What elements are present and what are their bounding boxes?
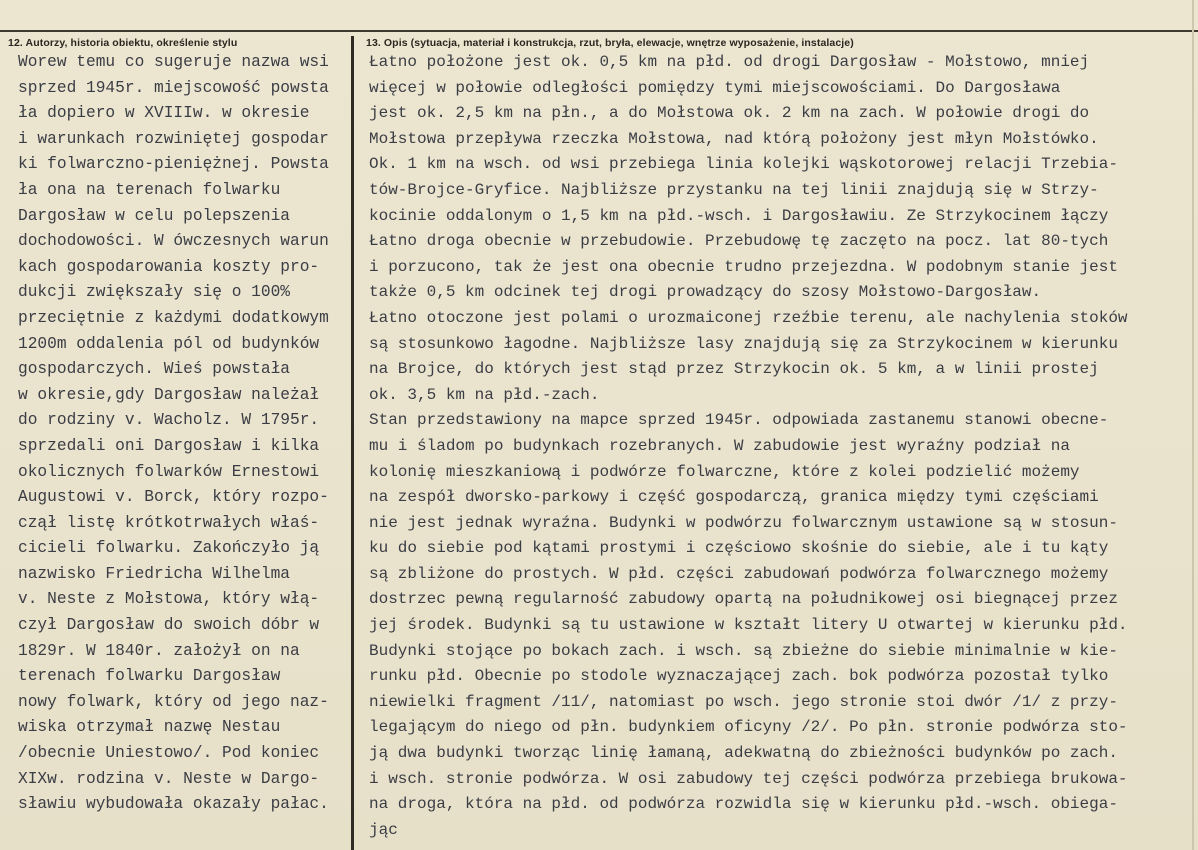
history-text-line: sprzedali oni Dargosław i kilka <box>18 436 320 455</box>
history-text-line: do rodziny v. Wacholz. W 1795r. <box>18 411 320 430</box>
description-text-line: kolonię mieszkaniową i podwórze folwarczne, które z kolei podzielić możemy <box>369 462 1080 481</box>
card-edge <box>1192 0 1194 850</box>
description-text-column <box>369 50 1191 843</box>
history-text-line: ki folwarczno-pieniężnej. Powsta <box>18 155 329 174</box>
history-text-line: Augustowi v. Borck, który rozpo- <box>18 488 329 507</box>
description-text-line: i wsch. stronie podwórza. W osi zabudowy tej części podwórza przebiega brukowa- <box>369 769 1128 788</box>
description-text-line: nie jest jednak wyraźna. Budynki w podwórzu folwarcznym ustawione są w stosun- <box>369 513 1118 532</box>
description-text-line: także 0,5 km odcinek tej drogi prowadzący do szosy Mołstowo-Dargosław. <box>369 283 1042 302</box>
description-text-line: są stosunkowo łagodne. Najbliższe lasy znajdują się za Strzykocinem w kierunku <box>369 334 1118 353</box>
description-text-line: na droga, która na płd. od podwórza rozwidla się w kierunku płd.-wsch. obiega- <box>369 795 1118 814</box>
description-text-line: runku płd. Obecnie po stodole wyznaczającej zach. bok podwórza pozostał tylko <box>369 667 1109 686</box>
section-12-header: 12. Autorzy, historia obiektu, określenie stylu <box>8 37 238 49</box>
history-text-line: 1200m oddalenia pól od budynków <box>18 334 320 353</box>
description-text-line: Łatno otoczone jest polami o urozmaiconej rzeźbie terenu, ale nachylenia stoków <box>369 308 1128 327</box>
history-text-line: 1829r. W 1840r. założył on na <box>18 641 300 660</box>
history-text-line: /obecnie Uniestowo/. Pod koniec <box>18 744 320 763</box>
history-text-line: Worew temu co sugeruje nazwa wsi <box>18 53 329 71</box>
description-text-line: i porzucono, tak że jest ona obecnie trudno przejezdna. W podobnym stanie jest <box>369 257 1118 276</box>
history-text-column <box>18 50 348 818</box>
history-text-line: sprzed 1945r. miejscowość powsta <box>18 78 329 97</box>
description-text-line: Łatno droga obecnie w przebudowie. Przebudowę tę zaczęto na pocz. lat 80-tych <box>369 232 1109 251</box>
description-text-line: dostrzec pewną regularność zabudowy opartą na południkowej osi biegnącej przez <box>369 590 1118 609</box>
history-text-line: czył Dargosław do swoich dóbr w <box>18 616 320 635</box>
history-text-line: wiska otrzymał nazwę Nestau <box>18 718 281 737</box>
history-text-line: kach gospodarowania koszty pro- <box>18 257 320 276</box>
history-text-line: gospodarczych. Wieś powstała <box>18 360 290 379</box>
description-text-line: kocinie oddalonym o 1,5 km na płd.-wsch. i Dargosławiu. Ze Strzykocinem łączy <box>369 206 1109 225</box>
history-text-line: dochodowości. W ówczesnych warun <box>18 232 329 251</box>
description-text-line: Ok. 1 km na wsch. od wsi przebiega linia kolejki wąskotorowej relacji Trzebia- <box>369 155 1118 174</box>
history-text-line: w okresie,gdy Dargosław należał <box>18 385 320 404</box>
history-text-line: ła ona na terenach folwarku <box>18 180 281 199</box>
description-text-line: Łatno położone jest ok. 0,5 km na płd. od drogi Dargosław - Mołstowo, mniej <box>369 53 1090 71</box>
description-text-line: mu i śladom po budynkach rozebranych. W zabudowie jest wyraźny podział na <box>369 436 1070 455</box>
section-13-header: 13. Opis (sytuacja, materiał i konstrukcja, rzut, bryła, elewacje, wnętrze wyposażenie, instalacje) <box>366 37 854 49</box>
history-text-line: ła dopiero w XVIIIw. w okresie <box>18 104 310 123</box>
history-text-line: przeciętnie z każdymi dodatkowym <box>18 308 329 327</box>
description-text-line: Mołstowa przepływa rzeczka Mołstowa, nad którą położony jest młyn Mołstówko. <box>369 129 1099 148</box>
description-text-line: niewielki fragment /11/, natomiast po wsch. jego stronie stoi dwór /1/ z przy- <box>369 692 1118 711</box>
description-text-line: na Brojce, do których jest stąd przez Strzykocin ok. 5 km, a w linii prostej <box>369 360 1099 379</box>
description-text-line: ok. 3,5 km na płd.-zach. <box>369 385 600 404</box>
history-text-line: cicieli folwarku. Zakończyło ją <box>18 539 320 558</box>
history-text-line: czął listę krótkotrwałych właś- <box>18 513 320 532</box>
history-text-line: terenach folwarku Dargosław <box>18 667 281 686</box>
history-text-line: sławiu wybudowała okazały pałac. <box>18 795 329 814</box>
description-text-line: Budynki stojące po bokach zach. i wsch. są zbieżne do siebie minimalnie w kie- <box>369 641 1118 660</box>
history-text-line: nowy folwark, który od jego naz- <box>18 692 329 711</box>
description-text-line: jest ok. 2,5 km na płn., a do Mołstowa ok. 2 km na zach. W połowie drogi do <box>369 104 1090 123</box>
description-text-line: jąc <box>369 820 398 839</box>
history-text-line: nazwisko Friedricha Wilhelma <box>18 564 290 583</box>
history-text-line: Dargosław w celu polepszenia <box>18 206 290 225</box>
column-divider <box>351 36 354 850</box>
description-text-line: Stan przedstawiony na mapce sprzed 1945r. odpowiada zastanemu stanowi obecne- <box>369 411 1109 430</box>
description-text-line: tów-Brojce-Gryfice. Najbliższe przystanku na tej linii znajdują się w Strzy- <box>369 180 1099 199</box>
description-text-line: jej środek. Budynki są tu ustawione w kształt litery U otwartej w kierunku płd. <box>369 616 1128 635</box>
description-text-line: więcej w połowie odległości pomiędzy tymi miejscowościami. Do Dargosława <box>369 78 1061 97</box>
history-text-line: okolicznych folwarków Ernestowi <box>18 462 320 481</box>
description-text-line: ją dwa budynki tworząc linię łamaną, adekwatną do zbieżności budynków po zach. <box>369 744 1118 763</box>
description-text-line: ku do siebie pod kątami prostymi i częściowo skośnie do siebie, ale i tu kąty <box>369 539 1109 558</box>
description-text-line: są zbliżone do prostych. W płd. części zabudowań podwórza folwarcznego możemy <box>369 564 1109 583</box>
history-text-line: i warunkach rozwiniętej gospodar <box>18 129 329 148</box>
header-rule <box>0 30 1198 32</box>
history-text-line: dukcji zwiększały się o 100% <box>18 283 290 302</box>
description-text-line: legającym do niego od płn. budynkiem oficyny /2/. Po płn. stronie podwórza sto- <box>369 718 1128 737</box>
description-text-line: na zespół dworsko-parkowy i część gospodarczą, granica między tymi częściami <box>369 488 1099 507</box>
history-text-line: XIXw. rodzina v. Neste w Dargo- <box>18 769 320 788</box>
history-text-line: v. Neste z Mołstowa, który włą- <box>18 590 320 609</box>
